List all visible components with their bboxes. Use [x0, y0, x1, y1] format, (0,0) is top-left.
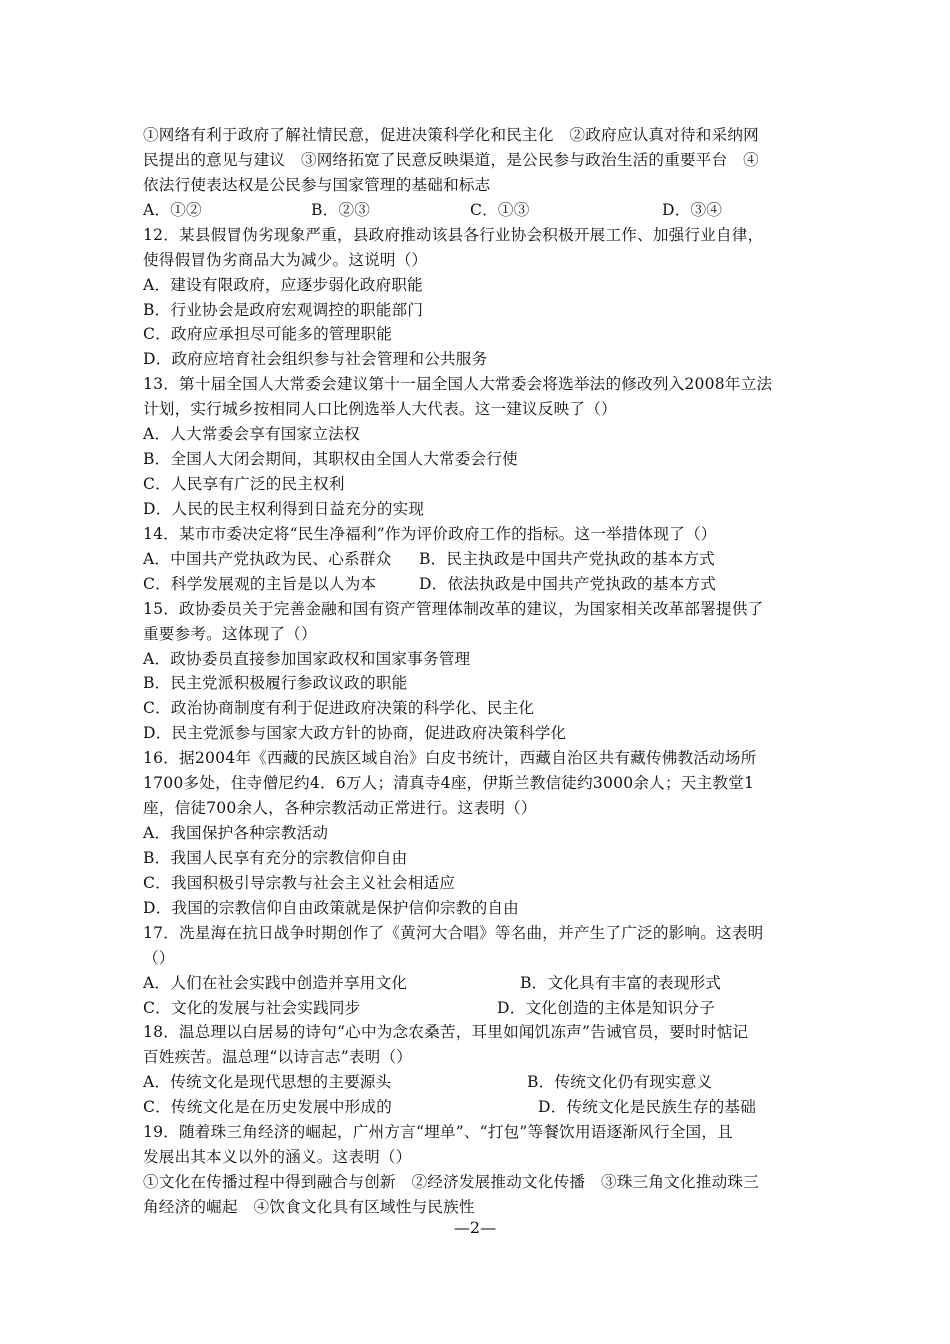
line-text: B．我国人民享有充分的宗教信仰自由 [143, 848, 408, 867]
line-text: 重要参考。这体现了（） [143, 624, 317, 643]
line-text: ①网络有利于政府了解社情民意，促进决策科学化和民主化 ②政府应认真对待和采纳网 [143, 126, 759, 144]
answer-option: A．人们在社会实践中创造并享用文化 [143, 973, 408, 992]
line-text: 18．温总理以白居易的诗句“心中为念农桑苦，耳里如闻饥冻声”告诫官员，要时时惦记 [143, 1023, 749, 1042]
answer-option: D．文化创造的主体是知识分子 [497, 998, 716, 1017]
answer-option: B．文化具有丰富的表现形式 [520, 973, 722, 992]
answer-option: C．传统文化是在历史发展中形成的 [143, 1098, 393, 1117]
line-text: D．政府应培育社会组织参与社会管理和公共服务 [143, 350, 488, 369]
line-text: D．人民的民主权利得到日益充分的实现 [143, 499, 425, 518]
answer-option: B．②③ [311, 200, 371, 219]
line-text: 角经济的崛起 ④饮食文化具有区域性与民族性 [143, 1197, 475, 1216]
line-text: B．民主党派积极履行参政议政的职能 [143, 674, 408, 693]
line-text: 使得假冒伪劣商品大为减少。这说明（） [143, 250, 428, 269]
line-text: C．人民享有广泛的民主权利 [143, 475, 345, 494]
line-text: C．我国积极引导宗教与社会主义社会相适应 [143, 873, 456, 892]
line-text: A．人大常委会享有国家立法权 [143, 425, 360, 444]
answer-option: C．文化的发展与社会实践同步 [143, 998, 361, 1017]
line-text: A．建设有限政府，应逐步弱化政府职能 [143, 275, 423, 294]
line-text: C．政治协商制度有利于促进政府决策的科学化、民主化 [143, 699, 535, 718]
line-text: 13．第十届全国人大常委会建议第十一届全国人大常委会将选举法的修改列入2008年立法 [143, 375, 773, 394]
line-text: A．政协委员直接参加国家政权和国家事务管理 [143, 649, 471, 668]
answer-option: C．科学发展观的主旨是以人为本 [143, 574, 377, 593]
line-text: D．我国的宗教信仰自由政策就是保护信仰宗教的自由 [143, 898, 519, 917]
line-text: ①文化在传播过程中得到融合与创新 ②经济发展推动文化传播 ③珠三角文化推动珠三 [143, 1173, 759, 1192]
line-text: 19．随着珠三角经济的崛起，广州方言“埋单”、“打包”等餐饮用语逐渐风行全国，且 [143, 1123, 733, 1142]
line-text: 计划，实行城乡按相同人口比例选举人大代表。这一建议反映了（） [143, 400, 617, 419]
line-text: D．民主党派参与国家大政方针的协商，促进政府决策科学化 [143, 724, 567, 743]
line-text: B．全国人大闭会期间，其职权由全国人大常委会行使 [143, 450, 518, 469]
answer-option: B．民主执政是中国共产党执政的基本方式 [419, 549, 715, 568]
line-text: 民提出的意见与建议 ③网络拓宽了民意反映渠道，是公民参与政治生活的重要平台 ④ [143, 150, 759, 169]
answer-option: D．③④ [662, 200, 723, 219]
line-text: （） [143, 948, 175, 967]
line-text: 17．冼星海在抗日战争时期创作了《黄河大合唱》等名曲，并产生了广泛的影响。这表明 [143, 923, 764, 942]
answer-option: A．传统文化是现代思想的主要源头 [143, 1073, 392, 1092]
line-text: C．政府应承担尽可能多的管理职能 [143, 325, 393, 344]
line-text: 百姓疾苦。温总理“以诗言志”表明（） [143, 1048, 413, 1067]
line-text: 16．据2004年《西藏的民族区域自治》白皮书统计，西藏自治区共有藏传佛教活动场所 [143, 749, 757, 768]
line-text: 14．某市市委决定将“民生净福利”作为评价政府工作的指标。这一举措体现了（） [143, 524, 717, 543]
line-text: B．行业协会是政府宏观调控的职能部门 [143, 300, 424, 319]
answer-option: C．①③ [470, 200, 530, 219]
line-text: 12．某县假冒伪劣现象严重，县政府推动该县各行业协会积极开展工作、加强行业自律， [143, 225, 764, 244]
answer-option: D．依法执政是中国共产党执政的基本方式 [419, 574, 716, 593]
line-text: 座，信徒700余人，各种宗教活动正常进行。这表明（） [143, 799, 537, 818]
page-number: —2— [453, 1218, 497, 1237]
answer-option: A．中国共产党执政为民、心系群众 [143, 549, 392, 568]
answer-option: A．①② [143, 200, 202, 219]
line-text: 依法行使表达权是公民参与国家管理的基础和标志 [143, 175, 491, 194]
answer-option: D．传统文化是民族生存的基础 [538, 1098, 757, 1117]
line-text: A．我国保护各种宗教活动 [143, 824, 329, 843]
line-text: 发展出其本义以外的涵义。这表明（） [143, 1148, 412, 1167]
line-text: 15．政协委员关于完善金融和国有资产管理体制改革的建议，为国家相关改革部署提供了 [143, 599, 764, 618]
answer-option: B．传统文化仍有现实意义 [527, 1073, 713, 1092]
line-text: 1700多处，住寺僧尼约4．6万人；清真寺4座，伊斯兰教信徒约3000余人；天主教堂1 [143, 774, 755, 793]
